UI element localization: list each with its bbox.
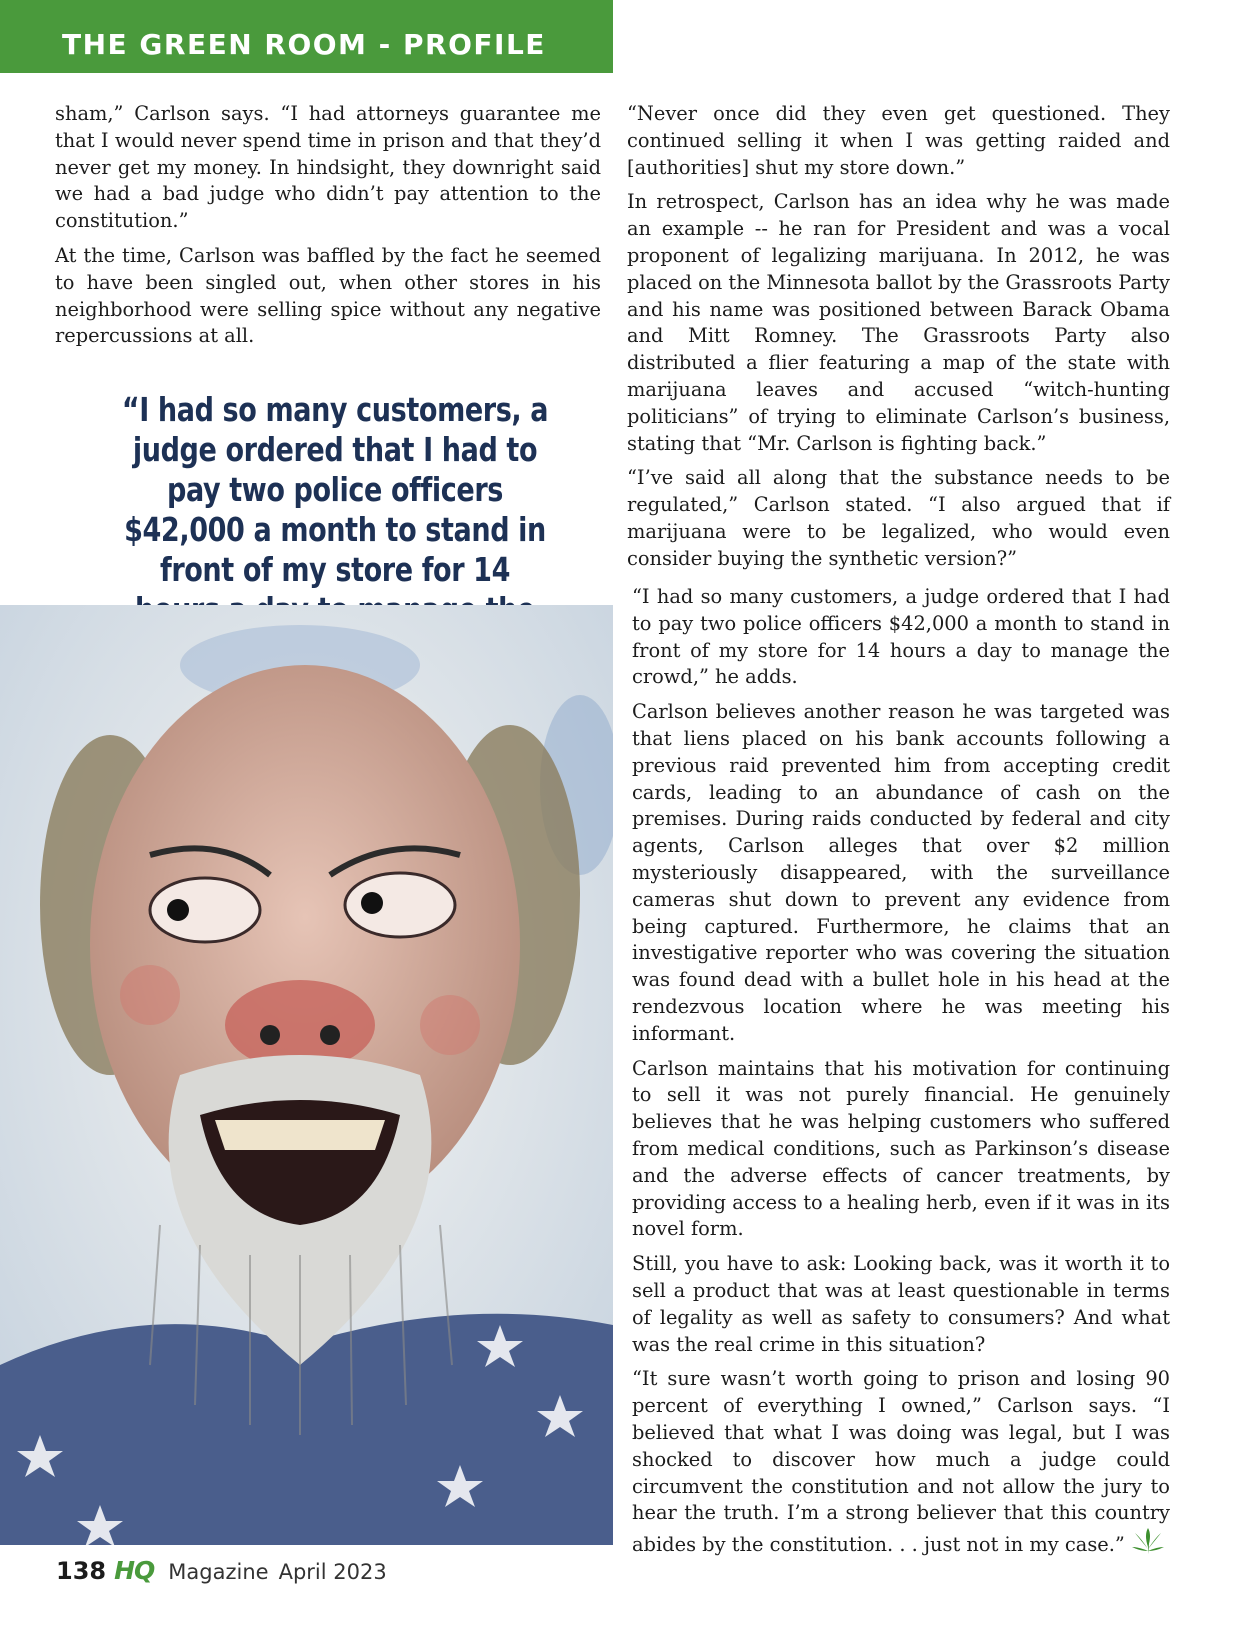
closing-paragraph: [632, 1366, 1170, 1565]
hq-logo: HQ: [114, 1556, 155, 1585]
page-number: 138: [56, 1557, 107, 1585]
body-paragraph: Carlson maintains that his motivation for continuing to sell it was not purely financial. He genuinely believes that he was helping customers who suffered from medical conditions, such as Parkinson’s disease and the adverse effects of cancer treatments, by providing access to a healing herb, even if it was in its novel form.: [632, 1056, 1170, 1241]
body-paragraph: sham,” Carlson says. “I had attorneys guarantee me that I would never spend time in prison and that they’d never get my money. In hindsight, they downright said we had a bad judge who didn’t pay attention to the constitution.”: [55, 102, 601, 233]
right-column-lower: [632, 584, 1170, 1573]
closing-paragraph-text: “It sure wasn’t worth going to prison and losing 90 percent of everything I owned,” Carlson says. “I believed that what I was doing was legal, but I was shocked to discover how much a judge could circumvent the constitution and not allow the jury to hear the truth. I’m a strong believer that this country abides by the constitution. . . just not in my case.”: [632, 1367, 1170, 1556]
body-paragraph: “Never once did they even get questioned. They continued selling it when I was getting raided and [authorities] shut my store down.”: [627, 102, 1170, 179]
caricature-illustration: [0, 605, 613, 1545]
section-title: THE GREEN ROOM - PROFILE: [62, 28, 546, 61]
pull-quote: “I had so many customers, a judge ordered that I had to pay two police officers $42,000 a month to stand in front of my store for 14: [121, 390, 549, 589]
body-paragraph: Carlson believes another reason he was targeted was that liens placed on his bank accounts following a previous raid prevented him from accepting credit cards, leading to an abundance of cash on the premises. During raids conducted by federal and city agents, Carlson alleges that over $2 million mysteriously disappeared, with the surveillance cameras shut down to prevent any evidence from being captured. Furthermore, he claims that an investigative reporter who was covering the situation was found dead with a bullet hole in his head at the rendezvous location where he was meeting his informant.: [632, 700, 1170, 1045]
right-column: [627, 101, 1170, 581]
page-footer: [56, 1556, 387, 1588]
section-header-bar: [0, 0, 613, 73]
body-paragraph: At the time, Carlson was baffled by the fact he seemed to have been singled out, when other stores in his neighborhood were selling spice without any negative repercussions at all.: [55, 243, 601, 348]
body-paragraph: “I had so many customers, a judge ordered that I had to pay two police officers $42,000 a month to stand in front of my store for 14 hours a day to manage the crowd,” he adds.: [632, 585, 1170, 689]
left-column: [55, 101, 601, 358]
issue-date: April 2023: [278, 1560, 387, 1584]
body-paragraph: “I’ve said all along that the substance needs to be regulated,” Carlson stated. “I also argued that if marijuana were to be legalized, who would even consider buying the synthetic version?”: [627, 466, 1170, 570]
body-paragraph: Still, you have to ask: Looking back, was it worth it to sell a product that was at least questionable in terms of legality as well as safety to consumers? And what was the real crime in this situation?: [632, 1252, 1170, 1356]
body-paragraph: In retrospect, Carlson has an idea why he was made an example -- he ran for President and was a vocal proponent of legalizing marijuana. In 2012, he was placed on the Minnesota ballot by the Grassroots Party and his name was positioned between Barack Obama and Mitt Romney. The Grassroots Party also distributed a flier featuring a map of the state with marijuana leaves and accused “witch-hunting politicians” of trying to eliminate Carlson’s business, stating that “Mr. Carlson is fighting back.”: [627, 190, 1170, 455]
cannabis-leaf-icon: [1131, 1527, 1165, 1565]
magazine-label: Magazine: [168, 1560, 269, 1584]
